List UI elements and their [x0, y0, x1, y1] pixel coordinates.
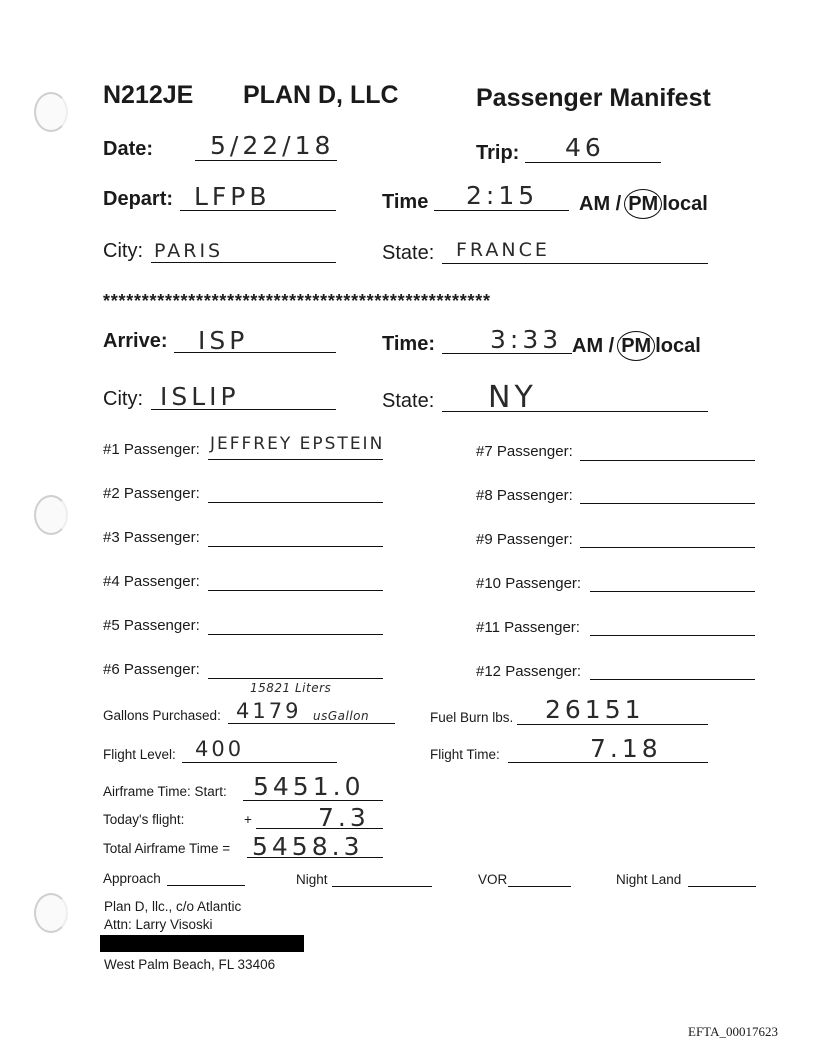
- passenger-line-9: [580, 547, 755, 548]
- gallons-line: [228, 723, 395, 724]
- passenger-label-2: #2 Passenger:: [103, 485, 200, 502]
- flight-level-value: 400: [195, 737, 245, 761]
- arrive-value: ISP: [198, 326, 249, 355]
- document-id: EFTA_00017623: [688, 1024, 778, 1039]
- passenger-line-12: [590, 679, 755, 680]
- passenger-line-3: [208, 546, 383, 547]
- total-airframe-label: Total Airframe Time =: [103, 841, 231, 856]
- pm-option-circled: PM: [624, 189, 662, 219]
- binder-hole-top: [34, 92, 68, 132]
- night-land-line: [688, 886, 756, 887]
- depart-value: LFPB: [194, 182, 271, 211]
- passenger-label-4: #4 Passenger:: [103, 573, 200, 590]
- approach-line: [167, 885, 245, 886]
- binder-hole-bottom: [34, 893, 68, 933]
- flight-level-line: [182, 762, 337, 763]
- gallons-unit: usGallon: [313, 709, 370, 723]
- plus-sign: +: [244, 812, 252, 827]
- passenger-label-9: #9 Passenger:: [476, 531, 573, 548]
- passenger-label-12: #12 Passenger:: [476, 663, 582, 680]
- depart-time-label: Time: [382, 191, 429, 213]
- arrive-ampm: [572, 331, 701, 361]
- passenger-label-7: #7 Passenger:: [476, 443, 573, 460]
- depart-ampm: [579, 189, 708, 219]
- depart-state-value: FRANCE: [456, 239, 550, 261]
- airframe-start-value: 5451.0: [253, 772, 365, 801]
- arrive-state-value: NY: [488, 380, 537, 415]
- depart-state-label: State:: [382, 242, 435, 264]
- depart-time-value: 2:15: [466, 181, 539, 210]
- night-label: Night: [296, 872, 328, 887]
- arrive-state-label: State:: [382, 390, 435, 412]
- trip-label: Trip:: [476, 142, 520, 164]
- flight-time-value: 7.18: [590, 734, 662, 763]
- depart-time-line: [434, 210, 569, 211]
- local-label: local: [655, 335, 701, 357]
- depart-city-value: PARIS: [154, 240, 224, 262]
- passenger-line-5: [208, 634, 383, 635]
- gallons-value: 4179: [236, 699, 302, 723]
- company-name: PLAN D, LLC: [243, 81, 399, 109]
- passenger-line-8: [580, 503, 755, 504]
- trip-value: 46: [565, 133, 605, 162]
- am-option: AM /: [572, 335, 615, 357]
- total-airframe-value: 5458.3: [252, 832, 364, 861]
- fuel-burn-line: [517, 724, 708, 725]
- local-label: local: [662, 193, 708, 215]
- passenger-value-1: JEFFREY EPSTEIN: [210, 434, 385, 454]
- am-option: AM /: [579, 193, 622, 215]
- night-land-label: Night Land: [616, 872, 682, 887]
- todays-flight-label: Today's flight:: [103, 812, 185, 827]
- vor-line: [508, 886, 571, 887]
- form-title: Passenger Manifest: [476, 84, 711, 112]
- passenger-label-8: #8 Passenger:: [476, 487, 573, 504]
- night-line: [332, 886, 432, 887]
- passenger-line-1: [208, 459, 383, 460]
- trip-line: [525, 162, 661, 163]
- date-line: [195, 160, 337, 161]
- passenger-label-6: #6 Passenger:: [103, 661, 200, 678]
- passenger-label-1: #1 Passenger:: [103, 441, 200, 458]
- arrive-time-label: Time:: [382, 333, 435, 355]
- arrive-city-value: ISLIP: [160, 382, 240, 411]
- passenger-label-10: #10 Passenger:: [476, 575, 582, 592]
- address-line-1: Plan D, llc., c/o Atlantic: [104, 899, 242, 914]
- arrive-state-line: [442, 411, 708, 412]
- separator-stars: **************************************************: [103, 291, 491, 311]
- gallons-label: Gallons Purchased:: [103, 708, 221, 723]
- passenger-line-10: [590, 591, 755, 592]
- address-line-2: Attn: Larry Visoski: [104, 917, 213, 932]
- vor-label: VOR: [478, 872, 508, 887]
- passenger-line-7: [580, 460, 755, 461]
- flight-time-label: Flight Time:: [430, 747, 500, 762]
- fuel-burn-value: 26151: [545, 695, 645, 724]
- passenger-line-6: [208, 678, 383, 679]
- passenger-label-3: #3 Passenger:: [103, 529, 200, 546]
- address-line-4: West Palm Beach, FL 33406: [104, 957, 276, 972]
- arrive-label: Arrive:: [103, 330, 168, 352]
- flight-level-label: Flight Level:: [103, 747, 176, 762]
- date-label: Date:: [103, 138, 154, 160]
- tail-number: N212JE: [103, 81, 194, 109]
- depart-state-line: [442, 263, 708, 264]
- passenger-label-5: #5 Passenger:: [103, 617, 200, 634]
- date-value: 5/22/18: [210, 131, 335, 160]
- passenger-line-11: [590, 635, 755, 636]
- liters-note: 15821 Liters: [250, 681, 332, 695]
- airframe-start-label: Airframe Time: Start:: [103, 784, 227, 799]
- todays-flight-value: 7.3: [318, 803, 370, 832]
- passenger-line-2: [208, 502, 383, 503]
- approach-label: Approach: [103, 871, 161, 886]
- fuel-burn-label: Fuel Burn lbs.: [430, 710, 514, 725]
- arrive-city-label: City:: [103, 388, 143, 410]
- binder-hole-middle: [34, 495, 68, 535]
- depart-label: Depart:: [103, 188, 174, 210]
- passenger-line-4: [208, 590, 383, 591]
- arrive-time-value: 3:33: [490, 325, 563, 354]
- depart-city-label: City:: [103, 240, 143, 262]
- depart-city-line: [151, 262, 336, 263]
- pm-option-circled: PM: [617, 331, 655, 361]
- passenger-label-11: #11 Passenger:: [476, 619, 580, 636]
- redaction-bar: [100, 935, 304, 952]
